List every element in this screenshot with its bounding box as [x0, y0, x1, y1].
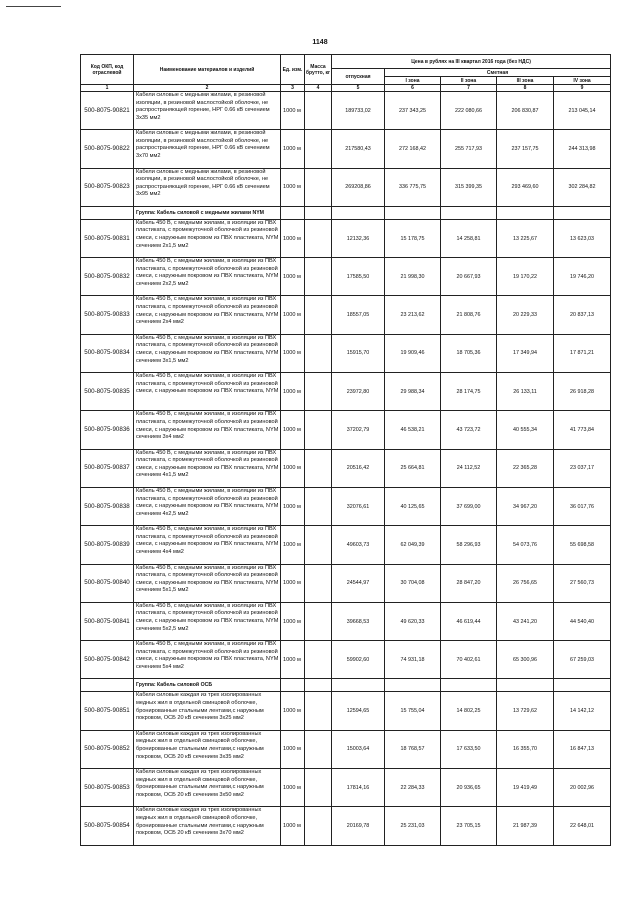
row-zone-1-price: 74 931,18: [385, 641, 441, 679]
group-empty-cell: [281, 206, 305, 219]
row-zone-2-price: 43 723,72: [441, 411, 497, 449]
row-zone-4-price: 20 002,96: [554, 769, 611, 807]
row-mass: [305, 258, 332, 296]
header-mass: Масса брутто, кг: [305, 55, 332, 85]
row-zone-4-price: 302 284,82: [554, 168, 611, 206]
row-release-price: 189733,02: [332, 92, 385, 130]
table-row: [81, 641, 611, 679]
row-mass: [305, 168, 332, 206]
row-unit: 1000 м: [281, 487, 305, 525]
row-release-price: 32076,61: [332, 487, 385, 525]
row-zone-2-price: 14 802,25: [441, 692, 497, 730]
row-release-price: 217580,43: [332, 130, 385, 168]
row-code: 500-8075-90835: [81, 373, 134, 411]
row-unit: 1000 м: [281, 258, 305, 296]
table-row: [81, 449, 611, 487]
row-zone-4-price: 13 623,03: [554, 219, 611, 257]
column-number: 7: [441, 85, 497, 92]
row-zone-2-price: 46 619,44: [441, 602, 497, 640]
row-mass: [305, 411, 332, 449]
row-code: 500-8075-90821: [81, 92, 134, 130]
row-zone-1-price: 40 125,65: [385, 487, 441, 525]
row-unit: 1000 м: [281, 296, 305, 334]
row-code: 500-8075-90822: [81, 130, 134, 168]
group-empty-cell: [554, 679, 611, 692]
row-zone-1-price: 18 768,57: [385, 730, 441, 768]
column-number: 8: [497, 85, 554, 92]
row-release-price: 12132,36: [332, 219, 385, 257]
row-zone-2-price: 28 174,75: [441, 373, 497, 411]
row-zone-2-price: 20 936,65: [441, 769, 497, 807]
group-title: Группа: Кабель силовой с медными жилами NYM: [134, 206, 281, 219]
row-name: Кабель 450 В, с медными жилами, в изоляции из ПВХ пластиката, с промежуточной оболочкой из резиновой смеси, с наружным покровом из ПВХ пластиката, NYM сечением 5х2,5 мм2: [134, 602, 281, 640]
row-mass: [305, 526, 332, 564]
row-zone-1-price: 21 998,30: [385, 258, 441, 296]
row-unit: 1000 м: [281, 334, 305, 372]
header-unit: Ед. изм.: [281, 55, 305, 85]
row-zone-4-price: 213 045,14: [554, 92, 611, 130]
row-name: Кабели силовые каждая из трех изолированных медных жил в отдельной свинцовой оболочке, бронированные стальными лентами,с наружным покровом, ОСБ 20 кВ сечением 3х50 мм2: [134, 769, 281, 807]
row-release-price: 24544,97: [332, 564, 385, 602]
row-zone-2-price: 24 112,52: [441, 449, 497, 487]
row-name: Кабель 450 В, с медными жилами, в изоляции из ПВХ пластиката, с промежуточной оболочкой из резиновой смеси, с наружным покровом из ПВХ пластиката, NYM сечением 3х4 мм2: [134, 411, 281, 449]
row-zone-1-price: 15 755,04: [385, 692, 441, 730]
row-release-price: 17585,50: [332, 258, 385, 296]
row-release-price: 269208,86: [332, 168, 385, 206]
table-row: [81, 168, 611, 206]
row-zone-3-price: 19 170,22: [497, 258, 554, 296]
row-zone-3-price: 26 756,65: [497, 564, 554, 602]
row-name: Кабель 450 В, с медными жилами, в изоляции из ПВХ пластиката, с промежуточной оболочкой из резиновой смеси, с наружным покровом из ПВХ пластиката, NYM сечением 4х4 мм2: [134, 526, 281, 564]
row-zone-4-price: 41 773,84: [554, 411, 611, 449]
row-release-price: 15003,64: [332, 730, 385, 768]
header-name: Наименование материалов и изделий: [134, 55, 281, 85]
group-empty-cell: [332, 206, 385, 219]
group-row: [81, 206, 611, 219]
column-number: 3: [281, 85, 305, 92]
row-zone-4-price: 27 560,73: [554, 564, 611, 602]
row-unit: 1000 м: [281, 564, 305, 602]
row-mass: [305, 564, 332, 602]
row-zone-1-price: 30 704,08: [385, 564, 441, 602]
row-mass: [305, 334, 332, 372]
row-name: Кабель 450 В, с медными жилами, в изоляции из ПВХ пластиката, с промежуточной оболочкой из резиновой смеси, с наружным покровом из ПВХ пластиката, NYM сечением 4х1,5 мм2: [134, 449, 281, 487]
row-zone-3-price: 54 073,76: [497, 526, 554, 564]
row-release-price: 20169,78: [332, 807, 385, 845]
group-empty-cell: [305, 679, 332, 692]
table-row: [81, 730, 611, 768]
row-zone-4-price: 16 847,13: [554, 730, 611, 768]
row-release-price: 20516,42: [332, 449, 385, 487]
row-zone-3-price: 43 241,20: [497, 602, 554, 640]
table-row: [81, 296, 611, 334]
row-mass: [305, 219, 332, 257]
table-row: [81, 692, 611, 730]
header-zone-2: II зона: [441, 77, 497, 85]
row-code: 500-8075-90841: [81, 602, 134, 640]
row-zone-1-price: 25 664,81: [385, 449, 441, 487]
row-unit: 1000 м: [281, 692, 305, 730]
row-zone-4-price: 44 540,40: [554, 602, 611, 640]
row-zone-3-price: 19 419,49: [497, 769, 554, 807]
row-zone-3-price: 16 355,70: [497, 730, 554, 768]
row-code: 500-8075-90823: [81, 168, 134, 206]
header-zone-1: I зона: [385, 77, 441, 85]
table-row: [81, 130, 611, 168]
row-zone-4-price: 22 648,01: [554, 807, 611, 845]
group-empty-cell: [305, 206, 332, 219]
table-row: [81, 807, 611, 845]
group-empty-cell: [497, 206, 554, 219]
row-zone-4-price: 244 313,98: [554, 130, 611, 168]
row-name: Кабели силовые с медными жилами, в резиновой изоляции, в резиновой маслостойкой оболочке, не распространяющей горение, НРГ 0.66 кВ сечением 3х95 мм2: [134, 168, 281, 206]
table-row: [81, 602, 611, 640]
table-row: [81, 92, 611, 130]
row-name: Кабели силовые каждая из трех изолированных медных жил в отдельной свинцовой оболочке, бронированные стальными лентами,с наружным покровом, ОСБ 20 кВ сечением 3х70 мм2: [134, 807, 281, 845]
table-row: [81, 373, 611, 411]
header-rule: [6, 6, 61, 7]
row-mass: [305, 373, 332, 411]
row-zone-2-price: 14 258,81: [441, 219, 497, 257]
group-empty-cell: [441, 206, 497, 219]
row-unit: 1000 м: [281, 168, 305, 206]
row-release-price: 49603,73: [332, 526, 385, 564]
header-estimate: Сметная: [385, 69, 611, 77]
row-zone-2-price: 255 717,93: [441, 130, 497, 168]
row-zone-1-price: 272 168,42: [385, 130, 441, 168]
row-name: Кабели силовые каждая из трех изолированных медных жил в отдельной свинцовой оболочке, бронированные стальными лентами,с наружным покровом, ОСБ 20 кВ сечением 3х25 мм2: [134, 692, 281, 730]
column-number: 1: [81, 85, 134, 92]
row-zone-4-price: 36 017,76: [554, 487, 611, 525]
row-zone-3-price: 40 555,34: [497, 411, 554, 449]
row-zone-4-price: 20 837,13: [554, 296, 611, 334]
group-empty-cell: [385, 679, 441, 692]
row-name: Кабели силовые с медными жилами, в резиновой изоляции, в резиновой маслостойкой оболочке, не распространяющей горение, НРГ 0.66 кВ сечением 3х35 мм2: [134, 92, 281, 130]
row-zone-4-price: 55 698,58: [554, 526, 611, 564]
group-title: Группа: Кабель силовой ОСБ: [134, 679, 281, 692]
row-zone-2-price: 21 808,76: [441, 296, 497, 334]
row-zone-3-price: 206 830,87: [497, 92, 554, 130]
row-code: 500-8075-90838: [81, 487, 134, 525]
group-empty-cell: [332, 679, 385, 692]
row-unit: 1000 м: [281, 219, 305, 257]
table-row: [81, 487, 611, 525]
row-unit: 1000 м: [281, 92, 305, 130]
row-zone-1-price: 336 775,75: [385, 168, 441, 206]
group-row: [81, 679, 611, 692]
row-code: 500-8075-90853: [81, 769, 134, 807]
group-empty-cell: [441, 679, 497, 692]
row-unit: 1000 м: [281, 641, 305, 679]
group-empty-cell: [497, 679, 554, 692]
table-row: [81, 769, 611, 807]
column-number: 9: [554, 85, 611, 92]
page-number: 1148: [312, 39, 328, 46]
row-zone-4-price: 26 918,28: [554, 373, 611, 411]
row-zone-4-price: 23 037,17: [554, 449, 611, 487]
group-empty-cell: [281, 679, 305, 692]
row-name: Кабель 450 В, с медными жилами, в изоляции из ПВХ пластиката, с промежуточной оболочкой из резиновой смеси, с наружным покровом из ПВХ пластиката, NYM сечением 5х4 мм2: [134, 641, 281, 679]
row-code: 500-8075-90834: [81, 334, 134, 372]
row-zone-3-price: 26 133,11: [497, 373, 554, 411]
row-zone-1-price: 19 909,46: [385, 334, 441, 372]
row-zone-3-price: 21 987,39: [497, 807, 554, 845]
row-zone-1-price: 15 178,75: [385, 219, 441, 257]
group-empty-cell: [385, 206, 441, 219]
row-name: Кабели силовые каждая из трех изолированных медных жил в отдельной свинцовой оболочке, бронированные стальными лентами,с наружным покровом, ОСБ 20 кВ сечением 3х35 мм2: [134, 730, 281, 768]
row-release-price: 17814,16: [332, 769, 385, 807]
row-zone-1-price: 29 988,34: [385, 373, 441, 411]
row-code: 500-8075-90832: [81, 258, 134, 296]
row-name: Кабель 450 В, с медными жилами, в изоляции из ПВХ пластиката, с промежуточной оболочкой из резиновой смеси, с наружным покровом из ПВХ пластиката, NYM сечением 5х1,5 мм2: [134, 564, 281, 602]
table-row: [81, 526, 611, 564]
row-mass: [305, 296, 332, 334]
row-zone-3-price: 22 365,28: [497, 449, 554, 487]
column-number: 2: [134, 85, 281, 92]
row-unit: 1000 м: [281, 730, 305, 768]
row-code: 500-8075-90851: [81, 692, 134, 730]
row-code: 500-8075-90837: [81, 449, 134, 487]
column-number-row: [81, 85, 611, 92]
row-unit: 1000 м: [281, 411, 305, 449]
row-name: Кабель 450 В, с медными жилами, в изоляции из ПВХ пластиката, с промежуточной оболочкой из резиновой смеси, с наружным покровом из ПВХ пластиката, NYM сечением 4х2,5 мм2: [134, 487, 281, 525]
price-table: [80, 54, 611, 846]
table-row: [81, 334, 611, 372]
row-unit: 1000 м: [281, 449, 305, 487]
row-zone-2-price: 70 402,61: [441, 641, 497, 679]
row-release-price: 15915,70: [332, 334, 385, 372]
group-code-cell: [81, 206, 134, 219]
row-name: Кабель 450 В, с медными жилами, в изоляции из ПВХ пластиката, с промежуточной оболочкой из резиновой смеси, с наружным покровом из ПВХ пластиката, NYM сечением 2х2,5 мм2: [134, 258, 281, 296]
row-zone-1-price: 237 343,25: [385, 92, 441, 130]
row-mass: [305, 769, 332, 807]
row-zone-3-price: 13 729,62: [497, 692, 554, 730]
row-code: 500-8075-90831: [81, 219, 134, 257]
row-mass: [305, 641, 332, 679]
row-zone-2-price: 20 667,93: [441, 258, 497, 296]
row-zone-4-price: 14 142,12: [554, 692, 611, 730]
column-number: 6: [385, 85, 441, 92]
row-mass: [305, 92, 332, 130]
header-zone-4: IV зона: [554, 77, 611, 85]
row-code: 500-8075-90839: [81, 526, 134, 564]
row-zone-1-price: 22 284,33: [385, 769, 441, 807]
row-zone-1-price: 25 231,03: [385, 807, 441, 845]
row-code: 500-8075-90836: [81, 411, 134, 449]
header-code: Код ОКП, код отраслевой: [81, 55, 134, 85]
row-unit: 1000 м: [281, 807, 305, 845]
row-unit: 1000 м: [281, 130, 305, 168]
row-unit: 1000 м: [281, 373, 305, 411]
row-name: Кабель 450 В, с медными жилами, в изоляции из ПВХ пластиката, с промежуточной оболочкой из резиновой смеси, с наружным покровом из ПВХ пластиката, NYM сечением 2х4 мм2: [134, 296, 281, 334]
row-release-price: 18557,05: [332, 296, 385, 334]
row-zone-1-price: 49 620,33: [385, 602, 441, 640]
row-zone-2-price: 37 699,00: [441, 487, 497, 525]
row-code: 500-8075-90842: [81, 641, 134, 679]
row-zone-2-price: 58 296,93: [441, 526, 497, 564]
row-mass: [305, 130, 332, 168]
row-unit: 1000 м: [281, 602, 305, 640]
row-zone-2-price: 315 399,35: [441, 168, 497, 206]
row-zone-2-price: 222 080,66: [441, 92, 497, 130]
row-unit: 1000 м: [281, 769, 305, 807]
row-name: Кабели силовые с медными жилами, в резиновой изоляции, в резиновой маслостойкой оболочке, не распространяющей горение, НРГ 0.66 кВ сечением 3х70 мм2: [134, 130, 281, 168]
row-mass: [305, 692, 332, 730]
row-zone-3-price: 237 157,75: [497, 130, 554, 168]
row-zone-3-price: 17 349,94: [497, 334, 554, 372]
row-zone-3-price: 65 300,96: [497, 641, 554, 679]
row-zone-2-price: 28 847,20: [441, 564, 497, 602]
row-code: 500-8075-90833: [81, 296, 134, 334]
row-zone-1-price: 23 213,62: [385, 296, 441, 334]
row-release-price: 23972,80: [332, 373, 385, 411]
row-mass: [305, 487, 332, 525]
row-zone-2-price: 18 705,36: [441, 334, 497, 372]
row-zone-3-price: 13 225,67: [497, 219, 554, 257]
row-name: Кабель 450 В, с медными жилами, в изоляции из ПВХ пластиката, с промежуточной оболочкой из резиновой смеси, с наружным покровом из ПВХ пластиката, NYM: [134, 373, 281, 411]
header-price-group: Цена в рублях на III квартал 2016 года (без НДС): [332, 55, 611, 69]
row-name: Кабель 450 В, с медными жилами, в изоляции из ПВХ пластиката, с промежуточной оболочкой из резиновой смеси, с наружным покровом из ПВХ пластиката, NYM сечением 2х1,5 мм2: [134, 219, 281, 257]
row-code: 500-8075-90852: [81, 730, 134, 768]
row-mass: [305, 602, 332, 640]
row-zone-2-price: 23 705,15: [441, 807, 497, 845]
row-release-price: 37202,79: [332, 411, 385, 449]
row-name: Кабель 450 В, с медными жилами, в изоляции из ПВХ пластиката, с промежуточной оболочкой из резиновой смеси, с наружным покровом из ПВХ пластиката, NYM сечением 3х1,5 мм2: [134, 334, 281, 372]
table-body: [81, 55, 611, 846]
table-row: [81, 219, 611, 257]
row-mass: [305, 807, 332, 845]
column-number: 4: [305, 85, 332, 92]
row-zone-4-price: 67 259,03: [554, 641, 611, 679]
row-unit: 1000 м: [281, 526, 305, 564]
group-code-cell: [81, 679, 134, 692]
table-row: [81, 564, 611, 602]
column-number: 5: [332, 85, 385, 92]
row-release-price: 12594,65: [332, 692, 385, 730]
row-release-price: 39668,53: [332, 602, 385, 640]
row-release-price: 59902,60: [332, 641, 385, 679]
group-empty-cell: [554, 206, 611, 219]
row-zone-1-price: 62 049,39: [385, 526, 441, 564]
row-zone-3-price: 34 967,20: [497, 487, 554, 525]
row-zone-4-price: 19 746,20: [554, 258, 611, 296]
row-zone-3-price: 293 469,60: [497, 168, 554, 206]
row-zone-2-price: 17 633,50: [441, 730, 497, 768]
table-row: [81, 258, 611, 296]
row-mass: [305, 449, 332, 487]
row-code: 500-8075-90854: [81, 807, 134, 845]
row-zone-4-price: 17 871,21: [554, 334, 611, 372]
row-zone-3-price: 20 229,33: [497, 296, 554, 334]
table-row: [81, 411, 611, 449]
header-zone-3: III зона: [497, 77, 554, 85]
row-zone-1-price: 46 538,21: [385, 411, 441, 449]
header-release: отпускная: [332, 69, 385, 85]
row-mass: [305, 730, 332, 768]
row-code: 500-8075-90840: [81, 564, 134, 602]
